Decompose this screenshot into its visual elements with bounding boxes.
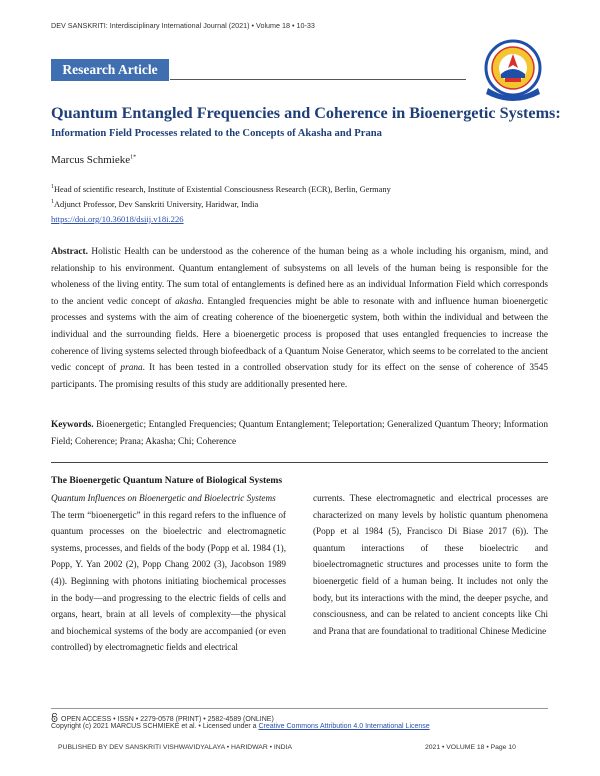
body-paragraph-right: currents. These electromagnetic and electrical processes are characterized on many levels by holistic quantum phenomena (Popp et al 1984 (5), Francisco Di Biase 2017 (6)). The quantum interactions of these bioelectric and bioelectromagnetic structures and processes unite to form the bioenergetic field of a human being. It includes not only the body, but its interactions with the mind, the deeper psyche, and consciousness, and can be related to ancient concepts like Chi and Prana that are foundational to traditional Chinese Medicine bbox=[313, 493, 548, 636]
article-type-tag: Research Article bbox=[51, 59, 169, 81]
body-paragraph-left: The term “bioenergetic” in this regard refers to the influence of quantum processes on the bioelectric and electromagnetic systems, processes, and fields of the body (Popp et al. 1984 (1), Popp, Y. Yan 2002 (2), Popp Chang 2002 (3), Jacobson 1989 (4)). Beginning with photons initiating biochemical processes in the body—and progressing to the electric fields of cells and organs, heart, brain at all levels of complexity—the physical and biochemical systems of the body are accompanied (or even controlled) by electromagnetic fields and electrical bbox=[51, 509, 286, 653]
body-column-right bbox=[313, 490, 548, 639]
doi-link[interactable]: https://doi.org/10.36018/dsiij.v18i.226 bbox=[51, 214, 184, 224]
keywords: Keywords. Bioenergetic; Entangled Frequencies; Quantum Entanglement; Teleportation; Generalized Quantum Theory; Information Field; Coherence; Prana; Akasha; Chi; Coherence bbox=[51, 420, 548, 447]
section-title: The Bioenergetic Quantum Nature of Biological Systems bbox=[51, 475, 283, 486]
author bbox=[51, 154, 136, 166]
paper-title: Quantum Entangled Frequencies and Coherence in Bioenergetic Systems: bbox=[51, 104, 561, 122]
footer-copyright: Copyright (c) 2021 MARCUS SCHMIEKE et al. • Licensed under a Creative Commons Attribution 4.0 International License bbox=[51, 723, 430, 730]
abstract: Abstract. Holistic Health can be understood as the coherence of the human being as a whole including his organism, mind, and relationship to his environment. Quantum entanglement of subsystems on all levels of the human being is responsible for the wholeness of the living entity. The sum total of entanglements is defined here as an individual Information Field which corresponds to the ancient vedic concept of akasha. Entangled frequencies might be able to resonate with and influence human bioenergetic processes and systems with the aim of creating coherence of the bioenergetic system, both within the individual and between the individual and the surrounding fields. Here a bioenergetic process is proposed that uses entangled frequencies to increase the coherence of living systems selected through biofeedback of a Quantum Noise Generator, which seems to be correlated to the ancient vedic concept of prana. It has been tested in a controlled observation study for its effect on the sense of coherence of 3545 participants. The promising results of this study are additionally presented here. bbox=[51, 247, 548, 390]
abstract-label: Abstract. bbox=[51, 247, 88, 257]
section-divider bbox=[51, 462, 548, 463]
header-rule bbox=[170, 79, 466, 80]
keywords-label: Keywords. bbox=[51, 420, 94, 430]
subsection-title: Quantum Influences on Bioenergetic and Bioelectric Systems bbox=[51, 493, 276, 503]
open-access-lock-icon bbox=[51, 713, 58, 722]
footer-rule bbox=[51, 708, 548, 709]
body-column-left bbox=[51, 490, 286, 656]
paper-subtitle: Information Field Processes related to the Concepts of Akasha and Prana bbox=[51, 128, 382, 139]
affiliation-2: $^1$Adjunct Professor, Dev Sanskriti University, Haridwar, India bbox=[51, 199, 259, 209]
journal-header: DEV SANSKRITI: Interdisciplinary International Journal (2021) • Volume 18 • 10-33 bbox=[51, 21, 315, 30]
footer-publisher: PUBLISHED BY DEV SANSKRITI VISHWAVIDYALAYA • HARIDWAR • INDIA bbox=[58, 744, 293, 751]
author-name: Marcus Schmieke bbox=[51, 154, 131, 166]
logo-emblem bbox=[486, 41, 540, 101]
footer-page-info: 2021 • VOLUME 18 • Page 10 bbox=[425, 744, 516, 751]
affiliation-1: $^1$Head of scientific research, Institute of Existential Consciousness Research (ECR), Berlin, Germany bbox=[51, 184, 391, 194]
dev-sanskriti-university-emblem-icon bbox=[474, 38, 552, 104]
author-sup: 1* bbox=[130, 154, 137, 161]
license-link[interactable]: Creative Commons Attribution 4.0 International License bbox=[258, 723, 430, 730]
footer-open-access: OPEN ACCESS • ISSN • 2279-0578 (PRINT) • 2582-4589 (ONLINE) bbox=[51, 713, 274, 723]
